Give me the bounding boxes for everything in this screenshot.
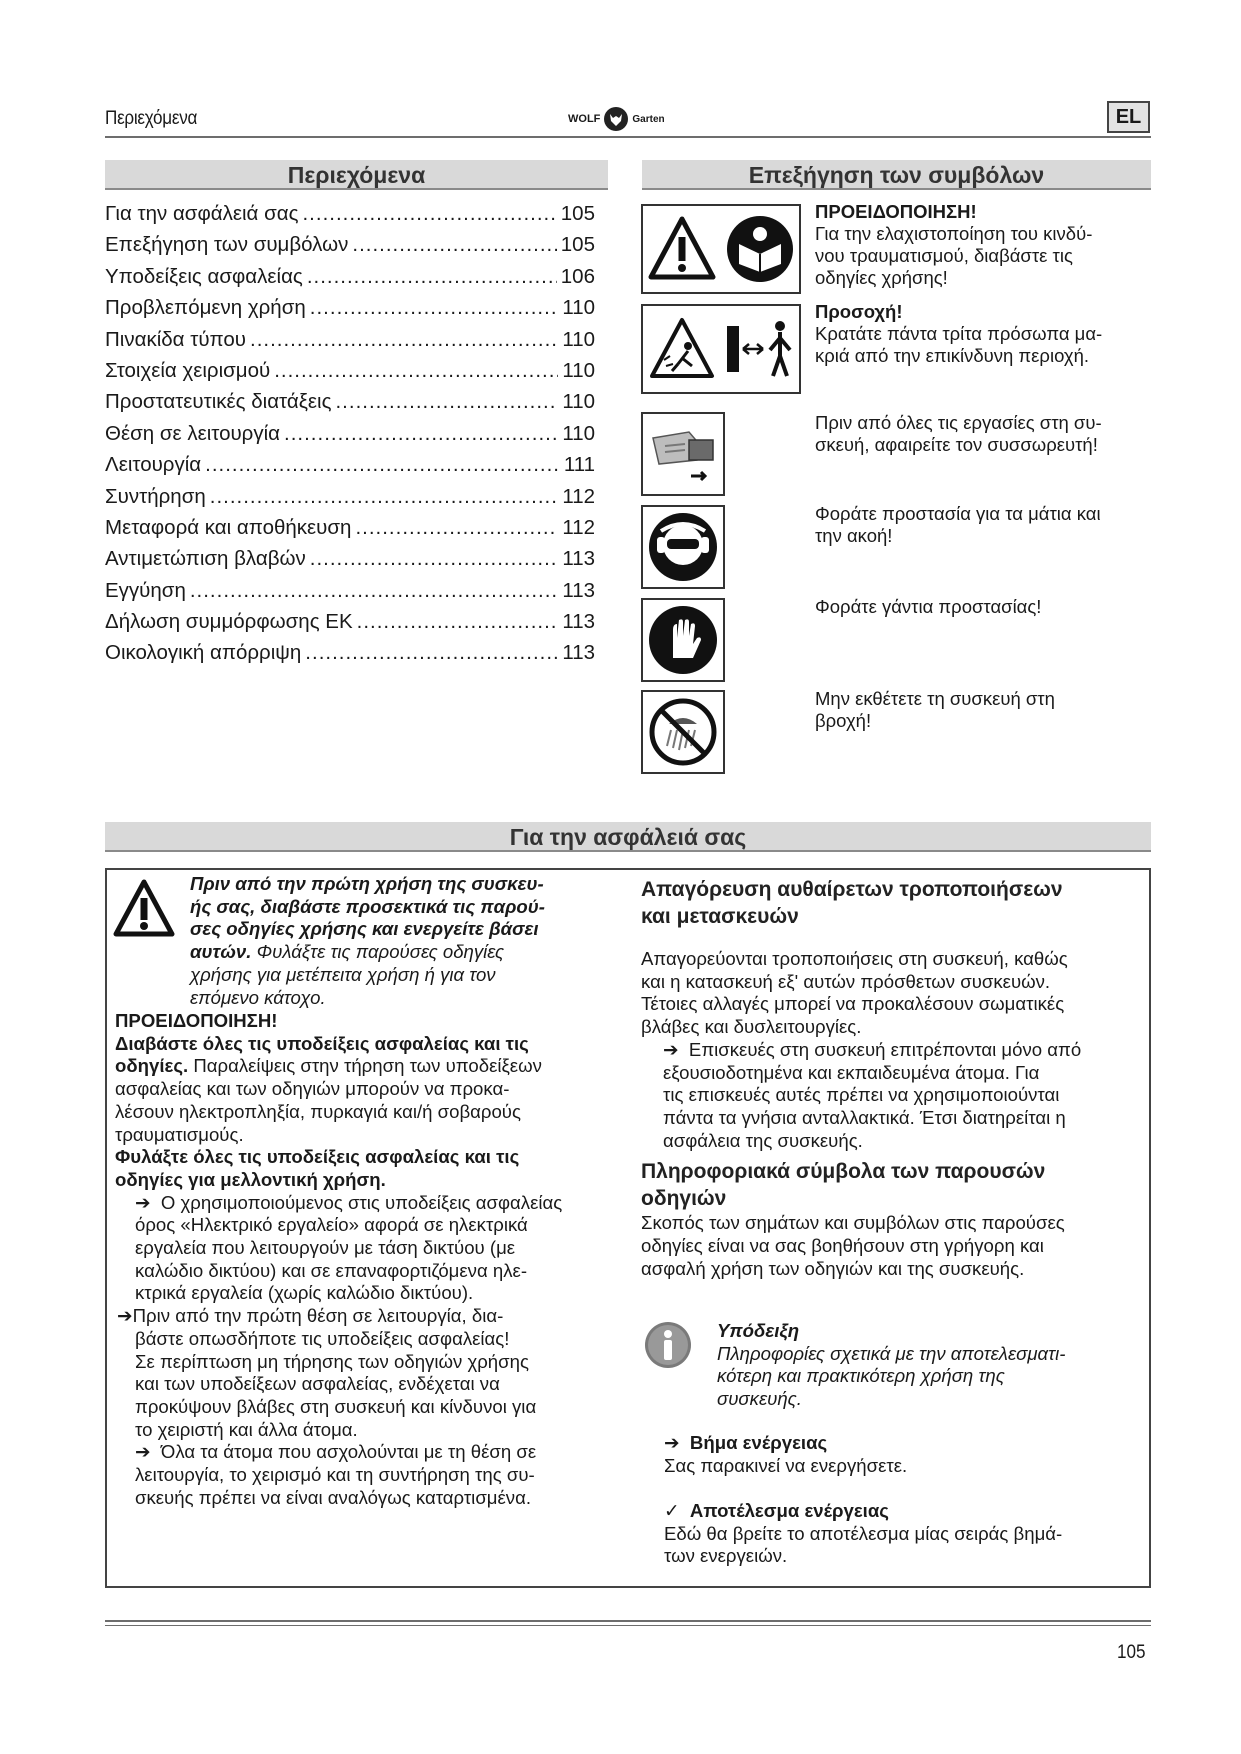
toc-entry[interactable] [105, 453, 595, 484]
toc-entry-page: 105 [560, 233, 595, 257]
footer-rule-thin [105, 1625, 1151, 1626]
p3-line: προκύψουν βλάβες στη συσκευή και κίνδυνοι για [135, 1395, 537, 1417]
toc-entry-label: Πινακίδα τύπου [105, 327, 246, 351]
language-badge: EL [1107, 101, 1150, 133]
toc-entry-page: 110 [562, 390, 595, 414]
flying-debris-icon [648, 316, 716, 382]
b1-line: καλώδιο δικτύου) και σε επαναφορτιζόμενα ηλε- [135, 1259, 528, 1281]
toc-entry[interactable] [105, 485, 595, 516]
note-block [717, 1320, 1137, 1411]
toc-entry-label: Θέση σε λειτουργία [105, 421, 281, 445]
symbol-1-title: ΠΡΟΕΙΔΟΠΟΙΗΣΗ! [815, 201, 977, 222]
symbol-5-line: Φοράτε γάντια προστασίας! [815, 596, 1042, 617]
toc-entry-label: Λειτουργία [105, 453, 202, 477]
repairs-line: εξουσιοδοτημένα και εκπαιδευμένα άτομα. Για [663, 1061, 1040, 1083]
symbol-no-rain [641, 690, 725, 774]
toc-entry-label: Στοιχεία χειρισμού [105, 358, 271, 382]
no-rain-icon [647, 696, 719, 768]
brand-garten: Garten [632, 113, 665, 125]
result-block [664, 1500, 1144, 1568]
arrow-bullet-icon: ➔ [117, 1305, 133, 1327]
symbol-1-line: οδηγίες χρήσης! [815, 267, 948, 288]
checkmark-icon: ✓ [664, 1500, 690, 1521]
b1-line: εργαλεία που λειτουργούν με τάση δικτύου (με [135, 1237, 516, 1259]
intro-line: χρήσης για μετέπειτα χρήση ή για τον [190, 963, 496, 985]
symbol-distance [641, 304, 801, 394]
toc-entry-page: 110 [562, 327, 595, 351]
intro-bold-line: ής σας, διαβάστε προσεκτικά τις παρού- [190, 895, 545, 917]
safety-heading: Για την ασφάλειά σας [105, 822, 1151, 852]
arrow-bullet-icon: ➔ [135, 1191, 156, 1213]
symbol-gloves [641, 598, 725, 682]
modifications-line: Απαγορεύονται τροποποιήσεις στη συσκευή, καθώς [641, 948, 1068, 969]
b3-line: λειτουργία, το χειρισμό και τη συντήρηση της συ- [135, 1464, 535, 1486]
info-symbols-heading: οδηγιών [641, 1187, 727, 1211]
repairs-line: ασφάλεια της συσκευής. [663, 1129, 863, 1151]
intro-text: Φυλάξτε τις παρούσες οδηγίες [256, 941, 505, 963]
repairs-line: τις επισκευές αυτές πρέπει να χρησιμοποιούνται [663, 1084, 1060, 1106]
toc-entry[interactable] [105, 359, 595, 390]
symbol-6-line: Μην εκθέτετε τη συσκευή στη [815, 688, 1055, 709]
result-line: των ενεργειών. [664, 1545, 788, 1567]
wolf-garten-logo [568, 104, 702, 134]
toc-entry-page: 110 [562, 296, 595, 320]
toc-entry[interactable] [105, 579, 595, 610]
p1-text: Παραλείψεις στην τήρηση των υποδείξεων [193, 1055, 542, 1077]
toc-entry-page: 113 [562, 610, 595, 634]
warning-label: ΠΡΟΕΙΔΟΠΟΙΗΣΗ! [115, 1010, 278, 1031]
toc-entry-label: Οικολογική απόρριψη [105, 641, 302, 665]
toc-entry-label: Επεξήγηση των συμβόλων [105, 233, 349, 257]
warning-triangle-icon [647, 215, 717, 283]
info-symbols-line: οδηγίες είναι να σας βοηθήσουν στη γρήγορη και [641, 1235, 1044, 1257]
toc-entry[interactable] [105, 233, 595, 264]
symbol-2-line: κριά από την επικίνδυνη περιοχή. [815, 345, 1089, 366]
toc-entry-label: Συντήρηση [105, 484, 206, 508]
symbol-3-text [815, 412, 1145, 456]
toc-entry-page: 105 [560, 202, 595, 225]
toc-entry-label: Εγγύηση [105, 578, 186, 602]
remove-battery-icon [645, 416, 721, 492]
note-line: κότερη και πρακτικότερη χρήση της [717, 1365, 1005, 1387]
toc-entry[interactable] [105, 516, 595, 547]
info-symbols-line: Σκοπός των σημάτων και συμβόλων στις παρούσες [641, 1212, 1065, 1234]
toc-entry-page: 112 [562, 484, 595, 508]
intro-line: επόμενο κάτοχο. [190, 986, 326, 1008]
b2-line: Πριν από την πρώτη θέση σε λειτουργία, δια- [132, 1305, 504, 1327]
header-rule [105, 136, 1151, 138]
b1-line: όρος «Ηλεκτρικό εργαλείο» αφορά σε ηλεκτρικά [135, 1214, 528, 1236]
toc-entry-label: Δήλωση συμμόρφωσης ΕΚ [105, 610, 353, 634]
wolf-head-icon [603, 106, 629, 132]
symbol-1-line: Για την ελαχιστοποίηση του κινδύ- [815, 223, 1093, 244]
info-icon [643, 1320, 693, 1370]
toc-entry-label: Μεταφορά και αποθήκευση [105, 515, 352, 539]
symbol-5-text [815, 596, 1145, 618]
toc-entry[interactable] [105, 265, 595, 296]
modifications-line: βλάβες και δυσλειτουργίες. [641, 1016, 862, 1038]
result-line: Εδώ θα βρείτε το αποτέλεσμα μίας σειράς βημά- [664, 1522, 1063, 1544]
symbol-battery [641, 412, 725, 496]
info-symbols-heading: Πληροφοριακά σύμβολα των παρουσών [641, 1160, 1046, 1184]
eye-ear-protection-icon [647, 511, 719, 583]
modifications-line: και η κατασκευή εξ' αυτών πρόσθετων συσκευών. [641, 970, 1051, 992]
toc-entry[interactable] [105, 202, 595, 233]
modifications-heading: και μετασκευών [641, 905, 799, 928]
p1-line: τραυματισμούς. [115, 1123, 244, 1145]
repairs-line: Επισκευές στη συσκευή επιτρέπονται μόνο από [688, 1038, 1082, 1060]
page-number: 105 [1117, 1642, 1146, 1663]
symbol-3-line: Πριν από όλες τις εργασίες στη συ- [815, 412, 1102, 433]
note-title: Υπόδειξη [717, 1320, 800, 1341]
toc-entry-label: Υποδείξεις ασφαλείας [105, 264, 303, 288]
toc-entry-label: Αντιμετώπιση βλαβών [105, 547, 306, 571]
toc-entry-label: Προστατευτικές διατάξεις [105, 390, 332, 414]
p1-line: λέσουν ηλεκτροπληξία, πυρκαγιά και/ή σοβαρούς [115, 1100, 521, 1122]
toc-entry-page: 106 [560, 264, 595, 288]
intro-bold-line: Πριν από την πρώτη χρήση της συσκευ- [190, 873, 544, 894]
modifications-line: Τέτοιες αλλαγές μπορεί να προκαλέσουν σωματικές [641, 993, 1065, 1015]
p2-bold-line: οδηγίες για μελλοντική χρήση. [115, 1168, 386, 1190]
brand-wolf: WOLF [568, 113, 601, 125]
step-text: Σας παρακινεί να ενεργήσετε. [664, 1454, 908, 1476]
symbols-heading: Επεξήγηση των συμβόλων [642, 160, 1151, 190]
arrow-bullet-icon: ➔ [664, 1432, 690, 1453]
info-symbols-line: ασφαλή χρήση των οδηγιών και της συσκευής. [641, 1257, 1025, 1279]
toc-entry[interactable] [105, 610, 595, 641]
safety-right-column [641, 876, 1141, 1280]
result-title: Αποτέλεσμα ενέργειας [689, 1500, 889, 1521]
b1-line: Ο χρησιμοποιούμενος στις υποδείξεις ασφαλείας [160, 1191, 563, 1213]
modifications-heading: Απαγόρευση αυθαίρετων τροποποιήσεων [641, 878, 1063, 901]
p3-line: το χειριστή και άλλα άτομα. [135, 1418, 358, 1440]
toc-heading: Περιεχόμενα [105, 160, 608, 190]
p1-line: ασφαλείας και των οδηγιών μπορούν να προκα- [115, 1078, 510, 1100]
footer-rule [105, 1620, 1151, 1622]
symbol-6-line: βροχή! [815, 710, 872, 731]
symbol-6-text [815, 688, 1145, 732]
symbol-4-line: την ακοή! [815, 525, 893, 546]
toc-entry[interactable] [105, 296, 595, 327]
toc-entry[interactable] [105, 328, 595, 359]
p3-line: Σε περίπτωση μη τήρησης των οδηγιών χρήσης [135, 1350, 529, 1372]
table-of-contents [105, 202, 595, 673]
warning-triangle-icon [112, 878, 176, 938]
p3-line: και των υποδείξεων ασφαλείας, ενδέχεται να [135, 1373, 500, 1395]
intro-bold-line: σες οδηγίες χρήσης και ενεργείτε βάσει [190, 918, 539, 940]
symbol-1-text [815, 201, 1145, 289]
symbol-2-text [815, 301, 1145, 367]
symbol-warning-manual [641, 204, 801, 294]
arrow-bullet-icon: ➔ [135, 1441, 156, 1463]
toc-entry-page: 113 [562, 547, 595, 571]
note-line: Πληροφορίες σχετικά με την αποτελεσματι- [717, 1342, 1066, 1364]
p1-bold-end: οδηγίες. [115, 1055, 189, 1077]
symbol-1-line: νου τραυματισμού, διαβάστε τις [815, 245, 1073, 266]
toc-entry-label: Για την ασφάλειά σας [105, 202, 299, 225]
toc-entry[interactable] [105, 641, 595, 672]
toc-entry-page: 111 [563, 453, 595, 477]
gloves-icon [647, 604, 719, 676]
toc-entry[interactable] [105, 422, 595, 453]
step-block [664, 1432, 1144, 1477]
symbol-eye-ear [641, 505, 725, 589]
toc-entry-page: 112 [562, 515, 595, 539]
symbol-4-line: Φοράτε προστασία για τα μάτια και [815, 503, 1101, 524]
arrow-bullet-icon: ➔ [663, 1038, 684, 1060]
step-title: Βήμα ενέργειας [689, 1432, 828, 1453]
toc-entry-page: 113 [562, 578, 595, 602]
safety-left-column [115, 1010, 655, 1509]
b3-line: σκευής πρέπει να είναι αναλόγως καταρτισμένα. [135, 1486, 532, 1508]
note-line: συσκευής. [717, 1388, 802, 1410]
read-manual-icon [725, 214, 795, 284]
toc-entry-page: 113 [562, 641, 595, 665]
intro-bold-end: αυτών. [190, 941, 252, 963]
toc-entry-page: 110 [562, 421, 595, 445]
symbol-2-title: Προσοχή! [815, 301, 903, 322]
running-header-title: Περιεχόμενα [105, 108, 198, 129]
b1-line: κτρικά εργαλεία (χωρίς καλώδιο δικτύου). [135, 1282, 474, 1304]
toc-entry[interactable] [105, 390, 595, 421]
symbol-2-line: Κρατάτε πάντα τρίτα πρόσωπα μα- [815, 323, 1103, 344]
symbol-4-text [815, 503, 1145, 547]
safety-intro [190, 873, 610, 1009]
toc-entry[interactable] [105, 547, 595, 578]
b2-line: βάστε οπωσδήποτε τις υποδείξεις ασφαλείας! [135, 1327, 510, 1349]
toc-entry-page: 110 [562, 358, 595, 382]
symbol-3-line: σκευή, αφαιρείτε τον συσσωρευτή! [815, 434, 1098, 455]
p2-bold-line: Φυλάξτε όλες τις υποδείξεις ασφαλείας και τις [115, 1146, 520, 1168]
repairs-line: πάντα τα γνήσια ανταλλακτικά. Έτσι διατηρείται η [663, 1106, 1066, 1128]
p1-bold-line: Διαβάστε όλες τις υποδείξεις ασφαλείας και τις [115, 1032, 529, 1054]
toc-entry-label: Προβλεπόμενη χρήση [105, 296, 306, 320]
keep-distance-icon [725, 316, 795, 382]
b3-line: Όλα τα άτομα που ασχολούνται με τη θέση σε [160, 1441, 537, 1463]
